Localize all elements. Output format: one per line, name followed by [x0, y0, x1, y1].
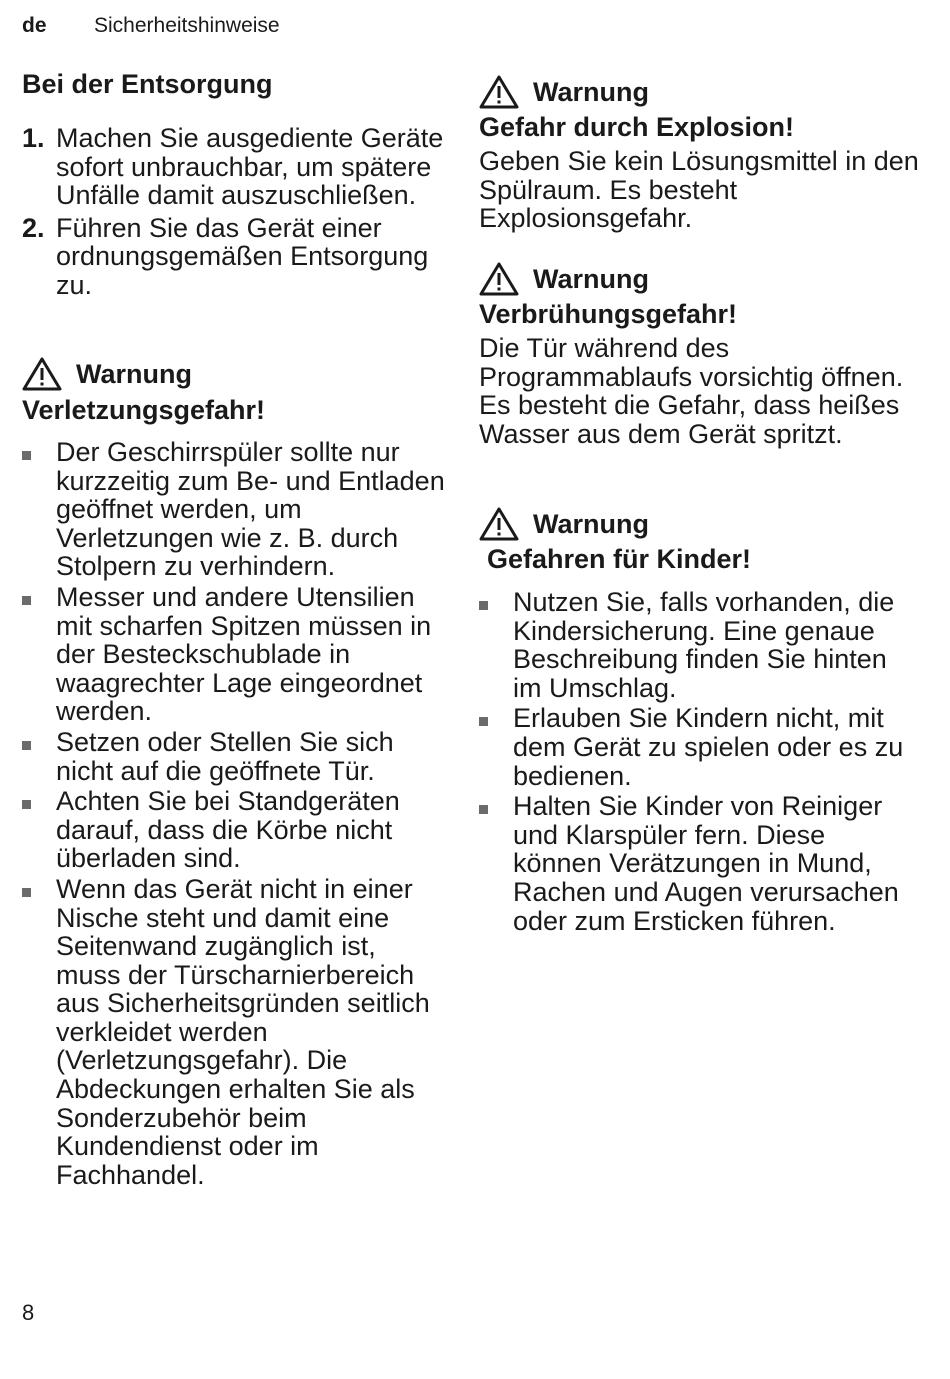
warning-triangle-icon	[22, 357, 62, 391]
list-item: Wenn das Gerät nicht in einer Nische steht und damit eine Seitenwand zugänglich ist, muss der Türscharnierbereich aus Sicherheitsgründen seitlich verkleidet werden (Verletzungsgefahr). Die Abdeckungen erhalten Sie als Sonderzubehör beim Kundendienst oder im Fachhandel.	[22, 875, 447, 1190]
list-item: 1. Machen Sie ausgediente Geräte sofort unbrauchbar, um spätere Unfälle damit auszuschließen.	[22, 123, 444, 211]
bullet-square-icon	[22, 888, 31, 897]
warning-title: Verletzungsgefahr!	[22, 395, 266, 425]
warning-title: Gefahren für Kinder!	[487, 544, 752, 574]
list-item: Achten Sie bei Standgeräten darauf, dass die Körbe nicht überladen sind.	[22, 787, 447, 873]
warning-heading: Warnung	[479, 507, 919, 541]
list-item: Nutzen Sie, falls vorhanden, die Kindersicherung. Eine genaue Beschreibung finden Sie hinten im Umschlag.	[479, 588, 919, 702]
warning-scalding	[479, 262, 919, 448]
warning-triangle-icon	[479, 507, 519, 541]
list-item: Erlauben Sie Kindern nicht, mit dem Gerät zu spielen oder es zu bedienen.	[479, 704, 919, 790]
warning-heading: Warnung	[22, 357, 447, 391]
warning-triangle-icon	[479, 75, 519, 109]
warning-title: Verbrühungsgefahr!	[479, 299, 738, 329]
bullet-square-icon	[22, 451, 31, 460]
bullet-square-icon	[22, 800, 31, 809]
injury-bullets	[22, 438, 447, 1189]
list-item: Halten Sie Kinder von Reiniger und Klarspüler fern. Diese können Verätzungen in Mund, Rachen und Augen verursachen oder zum Ersticken führen.	[479, 792, 919, 935]
warning-title: Gefahr durch Explosion!	[479, 112, 795, 142]
warning-heading: Warnung	[479, 75, 919, 109]
warning-heading: Warnung	[479, 262, 919, 296]
warning-injury	[22, 357, 447, 426]
children-bullets	[479, 588, 919, 935]
list-item: Der Geschirrspüler sollte nur kurzzeitig zum Be- und Entladen geöffnet werden, um Verletzungen wie z. B. durch Stolpern zu verhindern.	[22, 438, 447, 581]
bullet-square-icon	[479, 805, 488, 814]
disposal-heading: Bei der Entsorgung	[22, 69, 273, 99]
language-code: de	[22, 14, 47, 37]
list-item: Messer und andere Utensilien mit scharfen Spitzen müssen in der Besteckschublade in waagrechter Lage eingeordnet werden.	[22, 583, 447, 726]
warning-explosion	[479, 75, 919, 233]
list-item: Setzen oder Stellen Sie sich nicht auf die geöffnete Tür.	[22, 728, 447, 785]
list-item: 2. Führen Sie das Gerät einer ordnungsgemäßen Entsorgung zu.	[22, 212, 429, 300]
warning-children	[479, 507, 919, 575]
section-title: Sicherheitshinweise	[94, 14, 280, 37]
bullet-square-icon	[22, 741, 31, 750]
bullet-square-icon	[479, 717, 488, 726]
bullet-square-icon	[479, 601, 488, 610]
page-number: 8	[22, 1300, 35, 1325]
warning-text: Geben Sie kein Lösungsmittel in den Spülraum. Es besteht Explosionsgefahr.	[479, 146, 919, 234]
warning-triangle-icon	[479, 262, 519, 296]
warning-text: Die Tür während des Programmablaufs vorsichtig öffnen. Es besteht die Gefahr, dass heißes Wasser aus dem Gerät spritzt.	[479, 333, 904, 449]
bullet-square-icon	[22, 596, 31, 605]
disposal-steps	[22, 124, 447, 300]
